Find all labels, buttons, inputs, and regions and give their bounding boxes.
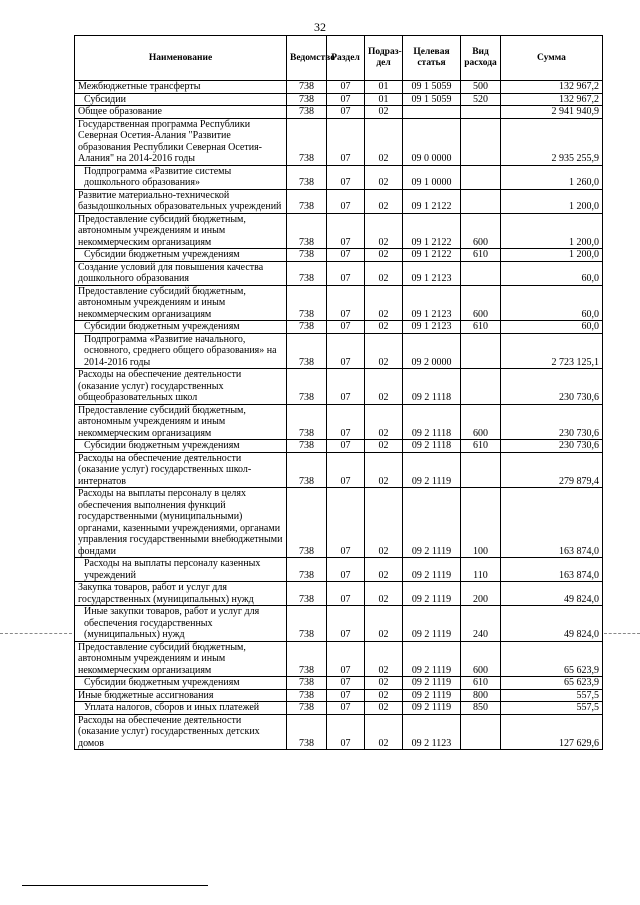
cell-section: 07 — [327, 714, 365, 750]
header-subsection: Подраз-дел — [365, 36, 403, 81]
cell-sum: 132 967,2 — [501, 93, 603, 106]
cell-expense-type: 600 — [461, 641, 501, 677]
table-row — [75, 404, 603, 440]
cell-sum: 65 623,9 — [501, 641, 603, 677]
cell-section: 07 — [327, 106, 365, 119]
cell-expense-type: 800 — [461, 689, 501, 702]
header-dept: Ведомство — [287, 36, 327, 81]
table-row — [75, 558, 603, 582]
cell-section: 07 — [327, 689, 365, 702]
cell-name: Иные бюджетные ассигнования — [75, 689, 287, 702]
cell-target: 09 2 1119 — [403, 582, 461, 606]
cell-expense-type — [461, 261, 501, 285]
cell-dept: 738 — [287, 558, 327, 582]
cell-sum: 163 874,0 — [501, 488, 603, 558]
cell-expense-type — [461, 369, 501, 405]
cell-section: 07 — [327, 404, 365, 440]
cell-sum: 279 879,4 — [501, 452, 603, 488]
cell-expense-type: 520 — [461, 93, 501, 106]
cell-name: Создание условий для повышения качества дошкольного образования — [75, 261, 287, 285]
cell-target: 09 1 5059 — [403, 81, 461, 94]
cell-expense-type: 610 — [461, 677, 501, 690]
cell-name: Государственная программа Республики Северная Осетия-Алания "Развитие образования Республики Северная Осетия-Алания" на 2014-2016 годы — [75, 118, 287, 165]
cell-sum: 49 824,0 — [501, 606, 603, 642]
cell-subsection: 01 — [365, 93, 403, 106]
cell-section: 07 — [327, 261, 365, 285]
cell-expense-type: 100 — [461, 488, 501, 558]
cell-subsection: 02 — [365, 285, 403, 321]
cell-sum: 60,0 — [501, 261, 603, 285]
cell-sum: 132 967,2 — [501, 81, 603, 94]
cell-target: 09 1 5059 — [403, 93, 461, 106]
cell-dept: 738 — [287, 404, 327, 440]
cell-expense-type: 500 — [461, 81, 501, 94]
table-body — [75, 81, 603, 750]
table-row — [75, 93, 603, 106]
header-target: Целевая статья — [403, 36, 461, 81]
header-sum: Сумма — [501, 36, 603, 81]
cell-section: 07 — [327, 677, 365, 690]
cell-target: 09 1 2123 — [403, 321, 461, 334]
cell-target — [403, 106, 461, 119]
cell-section: 07 — [327, 440, 365, 453]
cell-name: Подпрограмма «Развитие начального, основного, среднего общего образования» на 2014-2016 годы — [75, 333, 287, 369]
table-row — [75, 702, 603, 715]
table-row — [75, 582, 603, 606]
cell-name: Расходы на выплаты персоналу в целях обеспечения выполнения функций государственными (муниципальными) органами, казенными учреждениями, органами управления государственными внебюджетными фондами — [75, 488, 287, 558]
table-row — [75, 677, 603, 690]
cell-sum: 60,0 — [501, 285, 603, 321]
cell-target: 09 1 2122 — [403, 249, 461, 262]
table-row — [75, 249, 603, 262]
cell-dept: 738 — [287, 582, 327, 606]
cell-dept: 738 — [287, 93, 327, 106]
cell-dept: 738 — [287, 118, 327, 165]
cell-sum: 127 629,6 — [501, 714, 603, 750]
table-row — [75, 606, 603, 642]
cell-section: 07 — [327, 285, 365, 321]
cell-dept: 738 — [287, 440, 327, 453]
cell-expense-type — [461, 165, 501, 189]
cell-expense-type — [461, 333, 501, 369]
header-expense-type: Вид расхода — [461, 36, 501, 81]
cell-section: 07 — [327, 118, 365, 165]
cell-subsection: 02 — [365, 641, 403, 677]
cell-subsection: 02 — [365, 321, 403, 334]
cell-section: 07 — [327, 333, 365, 369]
cell-dept: 738 — [287, 677, 327, 690]
cell-name: Расходы на обеспечение деятельности (оказание услуг) государственных детских домов — [75, 714, 287, 750]
cell-sum: 2 723 125,1 — [501, 333, 603, 369]
cell-expense-type: 610 — [461, 321, 501, 334]
table-row — [75, 213, 603, 249]
cell-target: 09 2 1119 — [403, 558, 461, 582]
cell-dept: 738 — [287, 249, 327, 262]
cell-section: 07 — [327, 606, 365, 642]
cell-dept: 738 — [287, 106, 327, 119]
crop-mark-right — [604, 633, 640, 634]
cell-dept: 738 — [287, 606, 327, 642]
table-header-row — [75, 36, 603, 81]
cell-target: 09 2 1119 — [403, 641, 461, 677]
cell-sum: 557,5 — [501, 702, 603, 715]
cell-dept: 738 — [287, 714, 327, 750]
cell-expense-type: 200 — [461, 582, 501, 606]
cell-name: Иные закупки товаров, работ и услуг для обеспечения государственных (муниципальных) нужд — [75, 606, 287, 642]
cell-target: 09 2 1118 — [403, 404, 461, 440]
cell-name: Предоставление субсидий бюджетным, автономным учреждениям и иным некоммерческим организациям — [75, 641, 287, 677]
cell-target: 09 1 2123 — [403, 285, 461, 321]
page-number: 32 — [314, 20, 326, 34]
cell-dept: 738 — [287, 369, 327, 405]
cell-subsection: 02 — [365, 714, 403, 750]
cell-expense-type: 600 — [461, 285, 501, 321]
cell-section: 07 — [327, 81, 365, 94]
cell-target: 09 2 1118 — [403, 440, 461, 453]
cell-dept: 738 — [287, 261, 327, 285]
cell-name: Субсидии бюджетным учреждениям — [75, 321, 287, 334]
cell-sum: 230 730,6 — [501, 404, 603, 440]
table-row — [75, 285, 603, 321]
cell-name: Подпрограмма «Развитие системы дошкольного образования» — [75, 165, 287, 189]
cell-expense-type — [461, 189, 501, 213]
cell-target: 09 2 1119 — [403, 606, 461, 642]
header-section: Раздел — [327, 36, 365, 81]
cell-section: 07 — [327, 321, 365, 334]
cell-subsection: 02 — [365, 689, 403, 702]
cell-subsection: 02 — [365, 452, 403, 488]
cell-target: 09 1 2122 — [403, 189, 461, 213]
cell-target: 09 1 2122 — [403, 213, 461, 249]
cell-target: 09 2 1119 — [403, 702, 461, 715]
cell-section: 07 — [327, 93, 365, 106]
cell-sum: 49 824,0 — [501, 582, 603, 606]
cell-target: 09 1 2123 — [403, 261, 461, 285]
cell-name: Межбюджетные трансферты — [75, 81, 287, 94]
cell-subsection: 02 — [365, 488, 403, 558]
cell-dept: 738 — [287, 641, 327, 677]
cell-dept: 738 — [287, 321, 327, 334]
cell-sum: 60,0 — [501, 321, 603, 334]
table-row — [75, 165, 603, 189]
cell-name: Расходы на обеспечение деятельности (оказание услуг) государственных школ-интернатов — [75, 452, 287, 488]
cell-expense-type: 240 — [461, 606, 501, 642]
cell-name: Общее образование — [75, 106, 287, 119]
cell-dept: 738 — [287, 333, 327, 369]
table-row — [75, 106, 603, 119]
cell-section: 07 — [327, 641, 365, 677]
header-name: Наименование — [75, 36, 287, 81]
cell-sum: 1 200,0 — [501, 213, 603, 249]
cell-target: 09 0 0000 — [403, 118, 461, 165]
cell-subsection: 02 — [365, 249, 403, 262]
cell-dept: 738 — [287, 285, 327, 321]
cell-sum: 1 260,0 — [501, 165, 603, 189]
crop-mark-left — [0, 633, 72, 634]
cell-section: 07 — [327, 249, 365, 262]
cell-subsection: 01 — [365, 81, 403, 94]
cell-subsection: 02 — [365, 558, 403, 582]
cell-section: 07 — [327, 702, 365, 715]
cell-dept: 738 — [287, 452, 327, 488]
cell-subsection: 02 — [365, 106, 403, 119]
cell-section: 07 — [327, 369, 365, 405]
cell-section: 07 — [327, 582, 365, 606]
footnote-separator — [22, 885, 208, 886]
cell-expense-type — [461, 714, 501, 750]
cell-section: 07 — [327, 165, 365, 189]
cell-sum: 230 730,6 — [501, 440, 603, 453]
cell-name: Субсидии бюджетным учреждениям — [75, 677, 287, 690]
cell-dept: 738 — [287, 689, 327, 702]
cell-target: 09 2 1119 — [403, 488, 461, 558]
cell-subsection: 02 — [365, 677, 403, 690]
cell-subsection: 02 — [365, 213, 403, 249]
budget-table — [74, 35, 603, 750]
cell-expense-type: 850 — [461, 702, 501, 715]
cell-expense-type: 610 — [461, 249, 501, 262]
cell-sum: 163 874,0 — [501, 558, 603, 582]
cell-name: Субсидии — [75, 93, 287, 106]
table-row — [75, 641, 603, 677]
cell-sum: 230 730,6 — [501, 369, 603, 405]
table-row — [75, 261, 603, 285]
cell-name: Расходы на выплаты персоналу казенных учреждений — [75, 558, 287, 582]
cell-name: Предоставление субсидий бюджетным, автономным учреждениям и иным некоммерческим организациям — [75, 285, 287, 321]
cell-name: Субсидии бюджетным учреждениям — [75, 440, 287, 453]
cell-subsection: 02 — [365, 404, 403, 440]
cell-subsection: 02 — [365, 189, 403, 213]
cell-name: Уплата налогов, сборов и иных платежей — [75, 702, 287, 715]
cell-dept: 738 — [287, 702, 327, 715]
cell-subsection: 02 — [365, 440, 403, 453]
cell-name: Предоставление субсидий бюджетным, автономным учреждениям и иным некоммерческим организациям — [75, 213, 287, 249]
cell-target: 09 2 1119 — [403, 689, 461, 702]
table-row — [75, 714, 603, 750]
cell-target: 09 2 1123 — [403, 714, 461, 750]
table-row — [75, 452, 603, 488]
cell-target: 09 2 1119 — [403, 677, 461, 690]
cell-subsection: 02 — [365, 582, 403, 606]
cell-sum: 557,5 — [501, 689, 603, 702]
cell-target: 09 2 0000 — [403, 333, 461, 369]
cell-sum: 2 935 255,9 — [501, 118, 603, 165]
cell-dept: 738 — [287, 81, 327, 94]
cell-name: Развитие материально-технической базыдошкольных образовательных учреждений — [75, 189, 287, 213]
cell-section: 07 — [327, 452, 365, 488]
table-row — [75, 81, 603, 94]
cell-target: 09 2 1119 — [403, 452, 461, 488]
cell-sum: 1 200,0 — [501, 249, 603, 262]
cell-name: Предоставление субсидий бюджетным, автономным учреждениям и иным некоммерческим организациям — [75, 404, 287, 440]
cell-expense-type: 610 — [461, 440, 501, 453]
table-row — [75, 689, 603, 702]
cell-dept: 738 — [287, 488, 327, 558]
cell-section: 07 — [327, 558, 365, 582]
cell-expense-type: 600 — [461, 213, 501, 249]
cell-expense-type — [461, 118, 501, 165]
cell-name: Закупка товаров, работ и услуг для государственных (муниципальных) нужд — [75, 582, 287, 606]
table-row — [75, 440, 603, 453]
table-row — [75, 488, 603, 558]
cell-subsection: 02 — [365, 606, 403, 642]
table-row — [75, 369, 603, 405]
cell-section: 07 — [327, 488, 365, 558]
cell-sum: 65 623,9 — [501, 677, 603, 690]
cell-section: 07 — [327, 213, 365, 249]
cell-dept: 738 — [287, 189, 327, 213]
table-row — [75, 118, 603, 165]
cell-dept: 738 — [287, 213, 327, 249]
cell-subsection: 02 — [365, 165, 403, 189]
table-row — [75, 321, 603, 334]
cell-expense-type: 600 — [461, 404, 501, 440]
cell-expense-type — [461, 106, 501, 119]
cell-dept: 738 — [287, 165, 327, 189]
cell-expense-type — [461, 452, 501, 488]
cell-section: 07 — [327, 189, 365, 213]
cell-name: Расходы на обеспечение деятельности (оказание услуг) государственных общеобразовательных школ — [75, 369, 287, 405]
cell-subsection: 02 — [365, 261, 403, 285]
cell-subsection: 02 — [365, 118, 403, 165]
cell-sum: 2 941 940,9 — [501, 106, 603, 119]
cell-name: Субсидии бюджетным учреждениям — [75, 249, 287, 262]
table-row — [75, 333, 603, 369]
cell-subsection: 02 — [365, 702, 403, 715]
cell-target: 09 2 1118 — [403, 369, 461, 405]
cell-subsection: 02 — [365, 369, 403, 405]
cell-subsection: 02 — [365, 333, 403, 369]
cell-expense-type: 110 — [461, 558, 501, 582]
cell-sum: 1 200,0 — [501, 189, 603, 213]
table-row — [75, 189, 603, 213]
cell-target: 09 1 0000 — [403, 165, 461, 189]
